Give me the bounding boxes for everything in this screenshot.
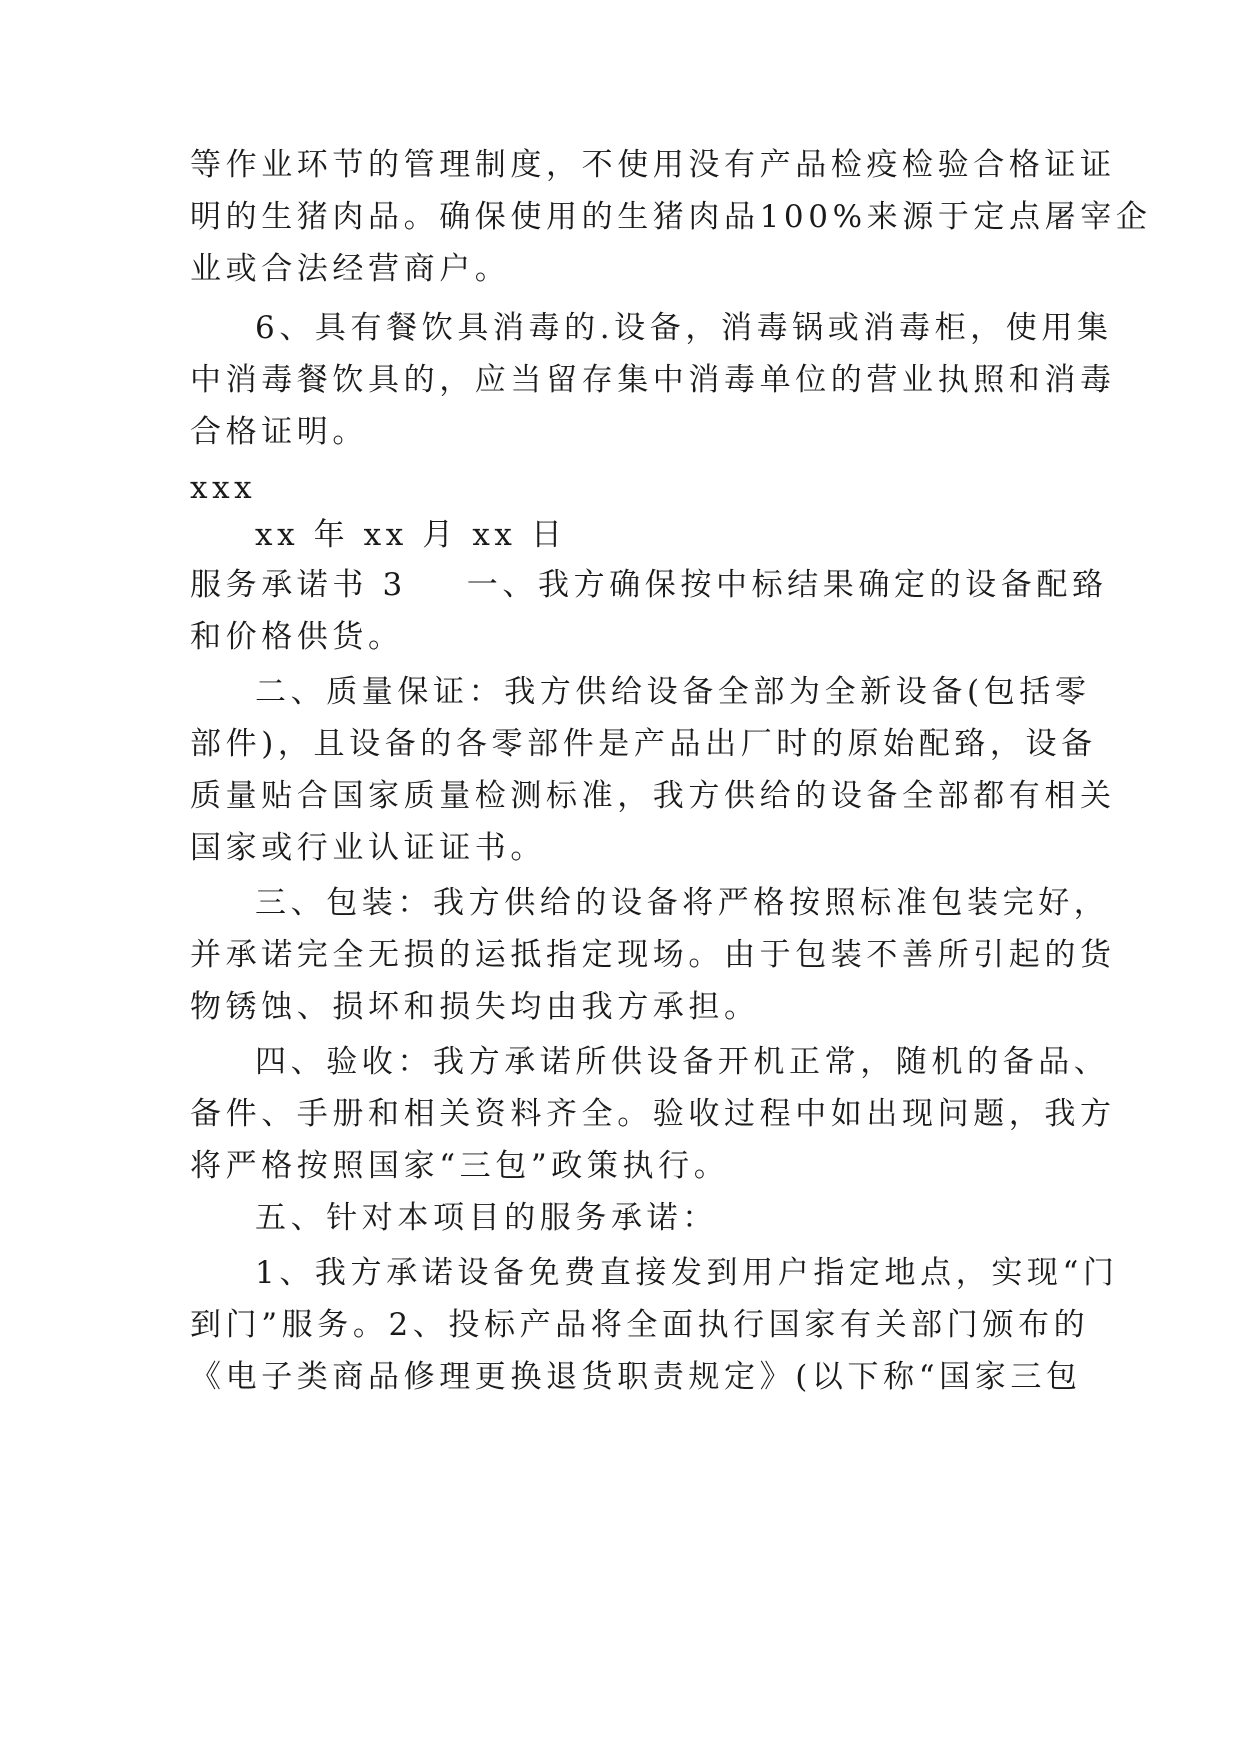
text-line: 到门”服务。2、投标产品将全面执行国家有关部门颁布的 bbox=[190, 1307, 1090, 1343]
text-line: 部件)，且设备的各零部件是产品出厂时的原始配臵，设备 bbox=[190, 726, 1097, 762]
text-line: 质量贴合国家质量检测标准，我方供给的设备全部都有相关 bbox=[190, 778, 1116, 814]
section-title: 服务承诺书 3 bbox=[190, 567, 407, 603]
signature-name: xxx bbox=[190, 470, 257, 506]
text-line: 中消毒餐饮具的，应当留存集中消毒单位的营业执照和消毒 bbox=[190, 362, 1116, 398]
paragraph-start-line: 二、质量保证：我方供给设备全部为全新设备(包括零 bbox=[255, 674, 1091, 710]
text-line: 和价格供货。 bbox=[190, 619, 404, 655]
text-line: 备件、手册和相关资料齐全。验收过程中如出现问题，我方 bbox=[190, 1096, 1116, 1132]
paragraph-start-line: 五、针对本项目的服务承诺： bbox=[255, 1200, 718, 1236]
text-line: 明的生猪肉品。确保使用的生猪肉品100%来源于定点屠宰企 bbox=[190, 199, 1152, 235]
paragraph-start-line: 6、具有餐饮具消毒的.设备，消毒锅或消毒柜，使用集 bbox=[255, 310, 1113, 346]
signature-date: xx 年 xx 月 xx 日 bbox=[255, 517, 567, 553]
text-line: 并承诺完全无损的运抵指定现场。由于包装不善所引起的货 bbox=[190, 937, 1116, 973]
section-heading-line bbox=[190, 565, 1108, 605]
paragraph-start-line: 四、验收：我方承诺所供设备开机正常，随机的备品、 bbox=[255, 1044, 1110, 1080]
text-line: 《电子类商品修理更换退货职责规定》(以下称“国家三包 bbox=[190, 1359, 1082, 1395]
paragraph-start-line: 三、包装：我方供给的设备将严格按照标准包装完好， bbox=[255, 885, 1110, 921]
text-line: 业或合法经营商户。 bbox=[190, 251, 511, 287]
text-line: 将严格按照国家“三包”政策执行。 bbox=[190, 1148, 730, 1184]
paragraph-start-line: 1、我方承诺设备免费直接发到用户指定地点，实现“门 bbox=[255, 1255, 1119, 1291]
text-line: 等作业环节的管理制度，不使用没有产品检疫检验合格证证 bbox=[190, 147, 1116, 183]
heading-continuation: 一、我方确保按中标结果确定的设备配臵 bbox=[466, 567, 1108, 603]
text-line: 合格证明。 bbox=[190, 414, 368, 450]
text-line: 物锈蚀、损坏和损失均由我方承担。 bbox=[190, 989, 760, 1025]
text-line: 国家或行业认证证书。 bbox=[190, 830, 546, 866]
